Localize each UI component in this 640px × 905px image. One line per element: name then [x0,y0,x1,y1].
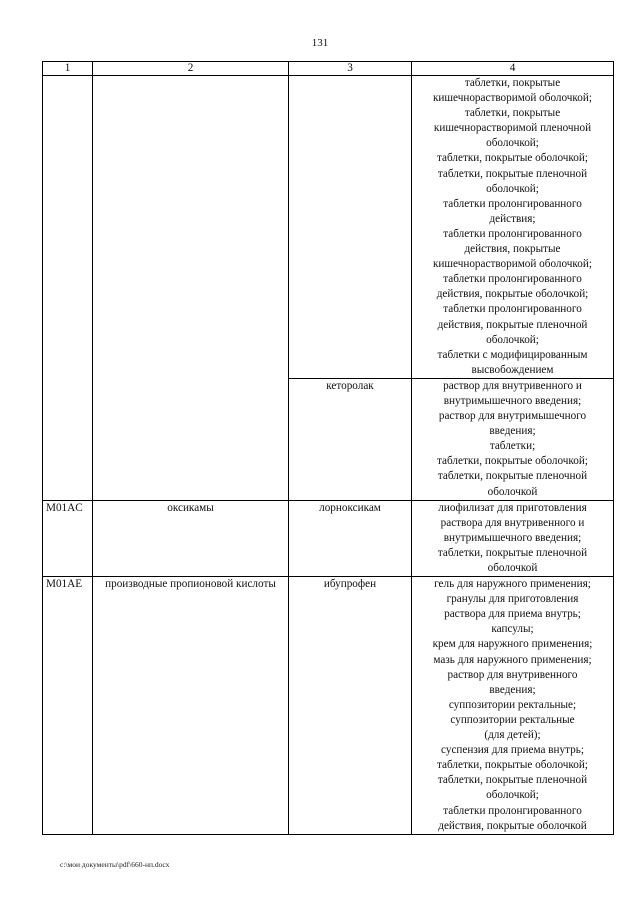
dosage-form-line: таблетки, покрытые оболочкой; [437,152,588,165]
dosage-forms-cell [412,378,614,500]
atc-code-cell: M01AC [43,500,93,576]
dosage-form-line: раствора для приема внутрь; [444,608,581,621]
inn-cell: лорноксикам [289,500,412,576]
dosage-form-line: кишечнорастворимой оболочкой; [433,258,592,271]
dosage-form-line: гранулы для приготовления [446,593,579,606]
drug-table [42,61,614,835]
group-cell: оксикамы [93,500,289,576]
dosage-form-line: мазь для наружного применения; [433,653,592,666]
dosage-form-line: действия, покрытые [464,243,561,256]
dosage-form-line: суспензия для приема внутрь; [441,744,584,757]
inn-cell: ибупрофен [289,577,412,835]
dosage-form-line: таблетки с модифицированным [437,348,588,361]
dosage-form-line: таблетки пролонгированного [443,227,582,240]
dosage-form-line: оболочкой; [486,182,539,195]
dosage-form-line: внутримышечного введения; [443,531,582,544]
dosage-form-line: таблетки пролонгированного [443,303,582,316]
atc-code-cell [43,76,93,501]
dosage-form-line: таблетки, покрытые [464,77,561,89]
atc-code-cell: M01AE [43,577,93,835]
dosage-form-line: раствора для внутривенного и [440,516,585,529]
dosage-form-line: лиофилизат для приготовления [438,501,587,514]
dosage-form-line: таблетки пролонгированного [443,804,582,817]
dosage-form-line: таблетки; [489,440,536,453]
dosage-form-line: раствор для внутривенного [447,668,578,681]
dosage-form-line: раствор для внутримышечного [438,410,587,423]
dosage-form-line: (для детей); [484,729,541,742]
dosage-form-line: высвобождением [471,363,554,376]
footer-file-path: c:\мои документы\pdf\660-нп.docx [60,860,170,869]
dosage-form-line: суппозитории ректальные; [448,698,577,711]
column-header: 4 [412,62,614,76]
dosage-form-line: оболочкой; [486,789,539,802]
dosage-form-line: гель для наружного применения; [434,578,591,591]
table-row [43,577,614,835]
dosage-form-line: капсулы; [491,623,534,636]
dosage-form-line: введения; [489,425,536,438]
column-header: 2 [93,62,289,76]
dosage-forms-cell [412,500,614,576]
dosage-forms-cell [412,76,614,379]
dosage-form-line: кишечнорастворимой оболочкой; [433,92,592,105]
dosage-form-line: оболочкой; [486,137,539,150]
dosage-forms-cell [412,577,614,835]
dosage-form-line: оболочкой; [486,333,539,346]
dosage-form-line: оболочкой [487,485,538,498]
dosage-form-line: действия; [489,212,536,225]
dosage-form-line: таблетки, покрытые пленочной [437,774,588,787]
dosage-form-line: введения; [489,683,536,696]
group-cell: производные пропионовой кислоты [93,577,289,835]
inn-cell [289,76,412,379]
page-number: 131 [311,37,329,49]
inn-cell: кеторолак [289,378,412,500]
dosage-form-line: кишечнорастворимой пленочной [433,122,592,135]
dosage-form-line: внутримышечного введения; [443,394,582,407]
table-row [43,500,614,576]
dosage-form-line: таблетки пролонгированного [443,273,582,286]
dosage-form-line: действия, покрытые оболочкой [438,819,587,832]
dosage-form-line: таблетки, покрытые оболочкой; [437,455,588,468]
dosage-form-line: таблетки, покрытые пленочной [437,546,588,559]
dosage-form-line: таблетки, покрытые оболочкой; [437,759,588,772]
dosage-form-line: оболочкой [487,562,538,574]
group-cell [93,76,289,501]
dosage-form-line: раствор для внутривенного и [443,379,582,392]
dosage-form-line: таблетки, покрытые [464,107,561,120]
dosage-form-line: таблетки, покрытые пленочной [437,470,588,483]
table-row [43,76,614,379]
dosage-form-line: крем для наружного применения; [432,638,593,651]
column-header: 3 [289,62,412,76]
column-header: 1 [43,62,93,76]
dosage-form-line: действия, покрытые пленочной [437,318,588,331]
dosage-form-line: суппозитории ректальные [450,713,575,726]
dosage-form-line: таблетки, покрытые пленочной [437,167,588,180]
dosage-form-line: таблетки пролонгированного [443,197,582,210]
dosage-form-line: действия, покрытые оболочкой; [436,288,589,301]
table-header-row [43,62,614,76]
